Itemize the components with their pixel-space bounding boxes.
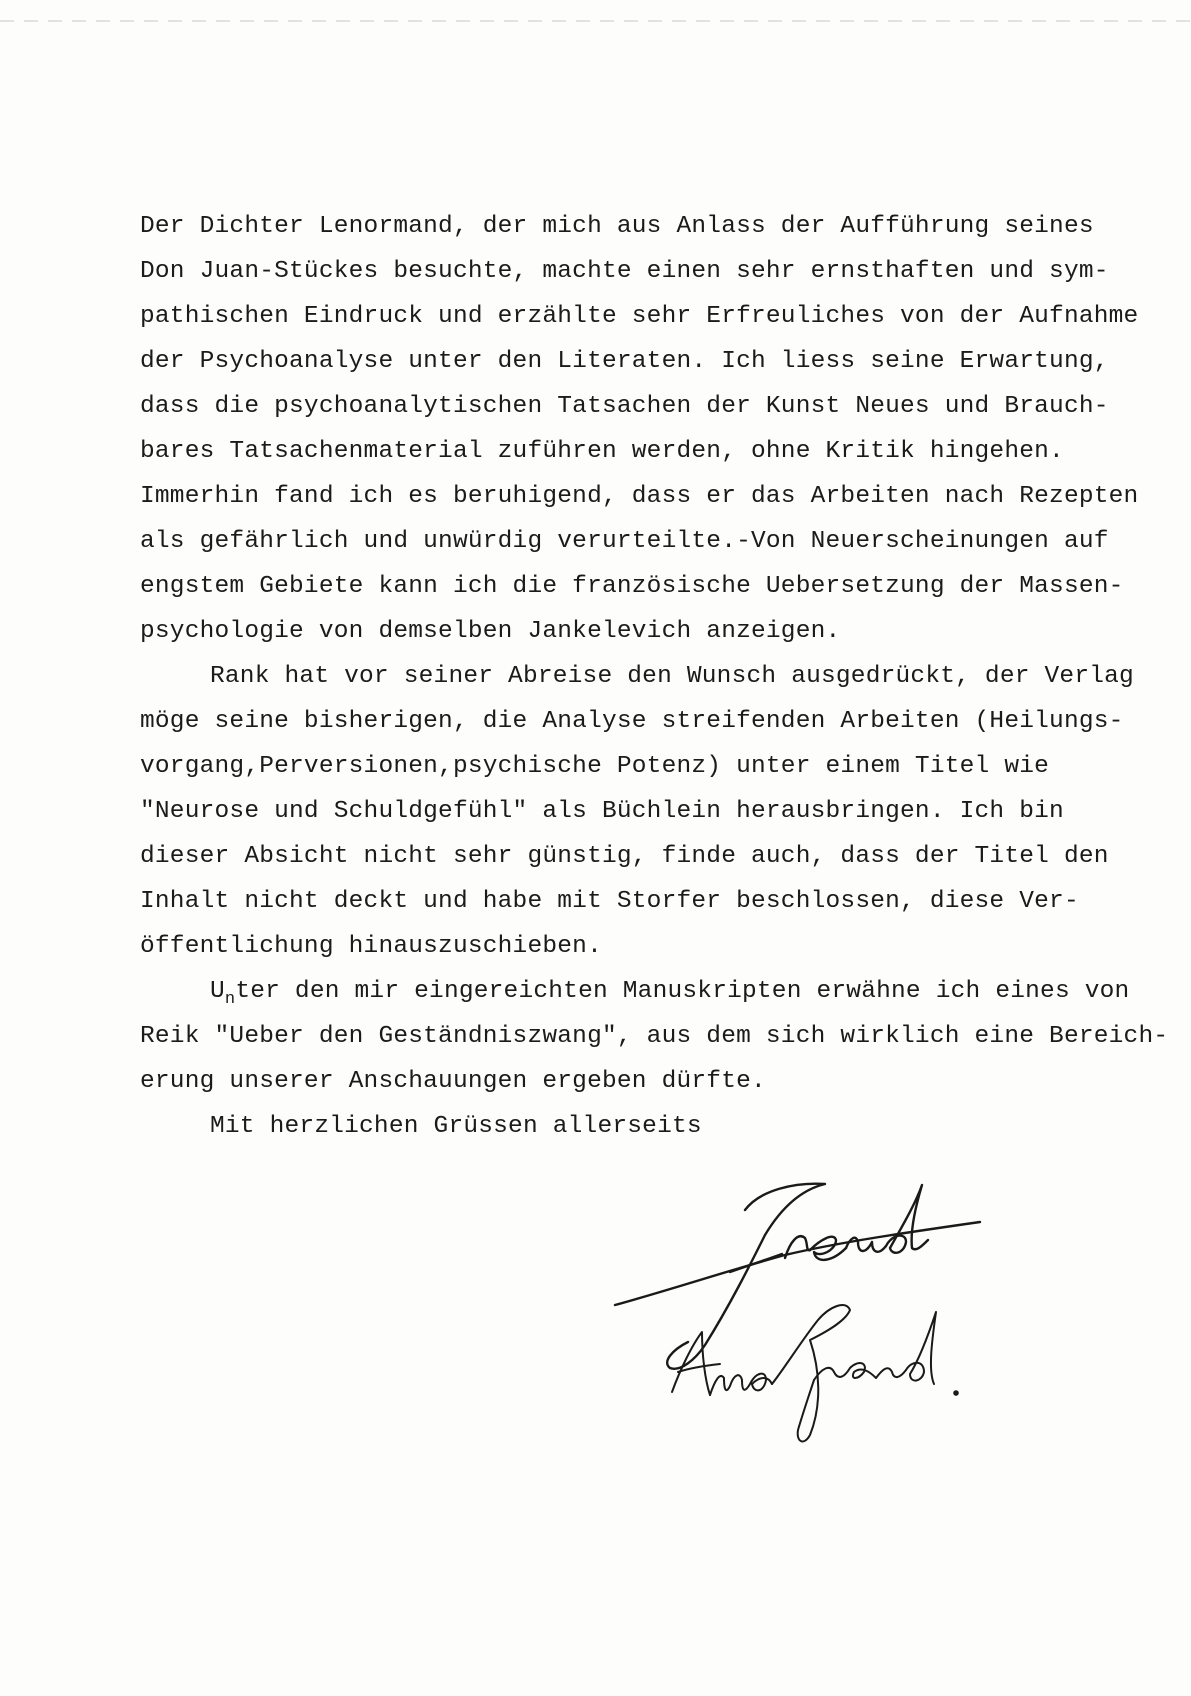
signature-anna-freud bbox=[672, 1305, 958, 1441]
paragraph-2-line: möge seine bisherigen, die Analyse streifenden Arbeiten (Heilungs- bbox=[140, 708, 1124, 735]
paragraph-2-line: vorgang,Perversionen,psychische Potenz) unter einem Titel wie bbox=[140, 753, 1050, 780]
paragraph-1-line: engstem Gebiete kann ich die französische Uebersetzung der Massen- bbox=[140, 573, 1124, 600]
paragraph-1-line: Der Dichter Lenormand, der mich aus Anlass der Aufführung seines bbox=[140, 213, 1094, 240]
paragraph-2-line: Inhalt nicht deckt und habe mit Storfer beschlossen, diese Ver- bbox=[140, 888, 1079, 915]
page-top-edge-mark bbox=[0, 18, 1191, 24]
handwritten-signatures bbox=[610, 1180, 1090, 1450]
paragraph-1-line: psychologie von demselben Jankelevich anzeigen. bbox=[140, 618, 841, 645]
closing-salutation: Mit herzlichen Grüssen allerseits bbox=[210, 1113, 702, 1140]
paragraph-3-lowered-letter: n bbox=[224, 990, 236, 1009]
paragraph-3-first-line bbox=[210, 977, 1129, 1007]
paragraph-1-line: bares Tatsachenmaterial zuführen werden, ohne Kritik hingehen. bbox=[140, 438, 1064, 465]
paragraph-2-line: Rank hat vor seiner Abreise den Wunsch ausgedrückt, der Verlag bbox=[210, 663, 1134, 690]
paragraph-3-line: erung unserer Anschauungen ergeben dürfte. bbox=[140, 1068, 766, 1095]
paragraph-3-initial: U bbox=[210, 978, 225, 1005]
paragraph-1-line: pathischen Eindruck und erzählte sehr Erfreuliches von der Aufnahme bbox=[140, 303, 1139, 330]
paragraph-1-line: dass die psychoanalytischen Tatsachen der Kunst Neues und Brauch- bbox=[140, 393, 1109, 420]
paragraph-3-line: Reik "Ueber den Geständniszwang", aus dem sich wirklich eine Bereich- bbox=[140, 1023, 1169, 1050]
paragraph-2-line: "Neurose und Schuldgefühl" als Büchlein herausbringen. Ich bin bbox=[140, 798, 1064, 825]
paragraph-3-first-line-rest: ter den mir eingereichten Manuskripten erwähne ich eines von bbox=[235, 978, 1130, 1005]
paragraph-1-line: Immerhin fand ich es beruhigend, dass er das Arbeiten nach Rezepten bbox=[140, 483, 1139, 510]
paragraph-1-line: der Psychoanalyse unter den Literaten. Ich liess seine Erwartung, bbox=[140, 348, 1109, 375]
paragraph-2-line: dieser Absicht nicht sehr günstig, finde auch, dass der Titel den bbox=[140, 843, 1109, 870]
paragraph-2-line: öffentlichung hinauszuschieben. bbox=[140, 933, 602, 960]
paragraph-1-line: als gefährlich und unwürdig verurteilte.-Von Neuerscheinungen auf bbox=[140, 528, 1109, 555]
paragraph-1-line: Don Juan-Stückes besuchte, machte einen sehr ernsthaften und sym- bbox=[140, 258, 1109, 285]
